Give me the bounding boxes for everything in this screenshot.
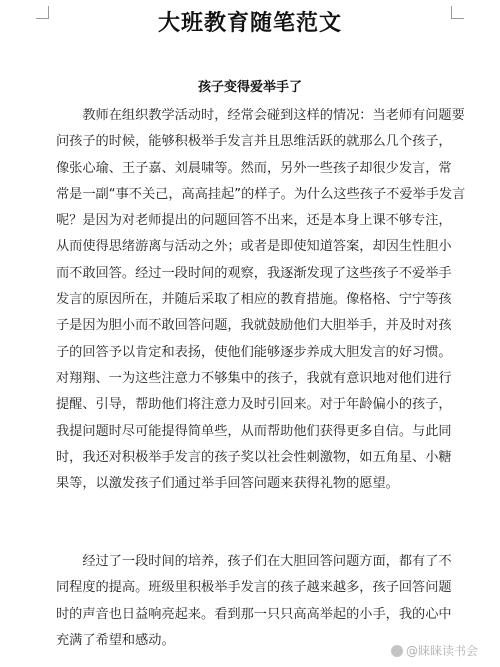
text-line: 对翔翔、一为这些注意力不够集中的孩子，我就有意识地对他们进行	[56, 370, 452, 386]
text-line: 充满了希望和感动。	[56, 632, 175, 648]
text-line: 从而使得思绪游离与活动之外；或者是即使知道答案，却因生性胆小	[56, 239, 452, 255]
text-line: 发言的原因所在，并随后采取了相应的教育措施。像格格、宁宁等孩	[56, 292, 452, 308]
essay-subtitle: 孩子变得爱举手了	[197, 80, 302, 95]
text-line: 子的回答予以肯定和表扬，使他们能够逐步养成大胆发言的好习惯。	[56, 344, 452, 360]
document-title: 大班教育随笔范文	[157, 11, 342, 36]
paragraph-2	[56, 549, 452, 654]
text-line: 时的声音也日益响亮起来。看到那一只只高高举起的小手，我的心中	[56, 606, 452, 622]
text-line: 我提问题时尽可能提得简单些，从而帮助他们获得更多自信。与此同	[56, 423, 452, 439]
text-line: 呢？是因为对老师提出的问题回答不出来，还是本身上课不够专注，	[56, 213, 452, 229]
watermark	[391, 642, 478, 659]
text-line: 经过了一段时间的培养，孩子们在大胆回答问题方面，都有了不	[56, 554, 452, 569]
text-line: 常是一副“事不关己，高高挂起”的样子。为什么这些孩子不爱举手发言	[56, 186, 466, 202]
text-line: 果等，以激发孩子们通过举手回答问题来获得礼物的愿望。	[56, 476, 399, 492]
text-line: 教师在组织教学活动时，经常会碰到这样的情况：当老师有问题要	[56, 108, 465, 123]
account-icon	[391, 645, 403, 657]
paragraph-1	[56, 103, 466, 497]
watermark-text: @睐睐读书会	[405, 644, 478, 658]
text-line: 子是因为胆小而不敢回答问题，我就鼓励他们大胆举手，并及时对孩	[56, 318, 452, 334]
text-line: 时，我还对积极举手发言的孩子奖以社会性刺激物，如五角星、小糖	[56, 449, 452, 465]
text-line: 而不敢回答。经过一段时间的观察，我逐渐发现了这些孩子不爱举手	[56, 265, 452, 281]
text-line: 像张心瑜、王子嘉、刘晨啸等。然而，另外一些孩子却很少发言，常	[56, 160, 452, 176]
text-line: 提醒、引导，帮助他们将注意力及时引回来。对于年龄偏小的孩子，	[56, 397, 452, 413]
text-line: 同程度的提高。班级里积极举手发言的孩子越来越多，孩子回答问题	[56, 580, 452, 596]
text-line: 问孩子的时候，能够积极举手发言并且思维活跃的就那么几个孩子，	[56, 134, 452, 150]
